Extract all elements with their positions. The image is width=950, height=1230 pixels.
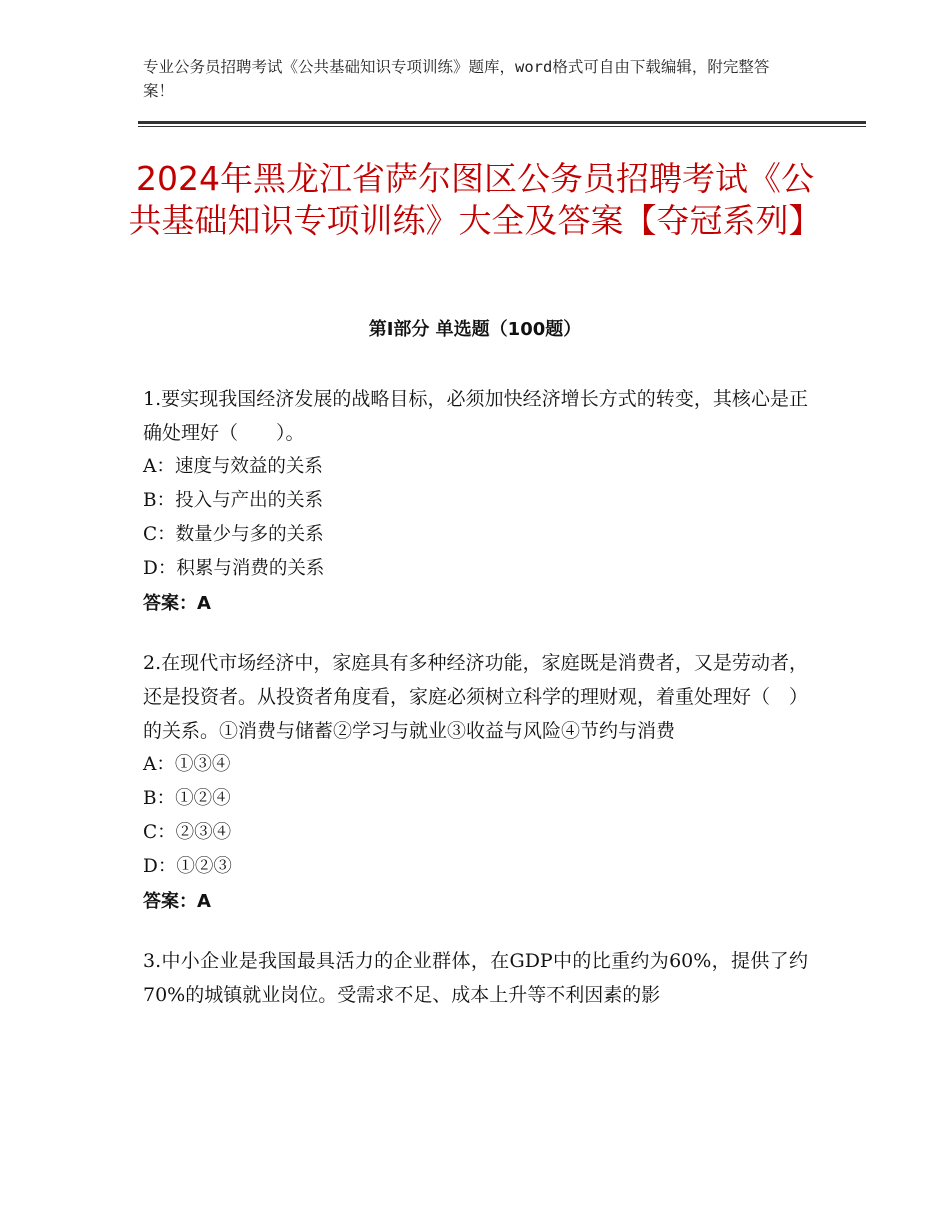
header-rule-thick	[138, 121, 866, 124]
section-title: 第Ⅰ部分 单选题（100题）	[368, 319, 582, 340]
option-b: B：①②④	[143, 788, 231, 809]
header-note: 专业公务员招聘考试《公共基础知识专项训练》题库，word格式可自由下载编辑，附完整答案！	[143, 58, 770, 100]
question-3	[143, 944, 808, 1012]
option-d: D：积累与消费的关系	[143, 558, 325, 579]
question-list	[143, 382, 808, 1036]
header-rule-thin	[138, 126, 866, 127]
question-stem: 2.在现代市场经济中，家庭具有多种经济功能，家庭既是消费者，又是劳动者，还是投资者。从投资者角度看，家庭必须树立科学的理财观，着重处理好（ ）的关系。①消费与储蓄②学习与就业③收益与风险④节约与消费	[143, 652, 809, 742]
option-d: D：①②③	[143, 856, 232, 877]
document-title: 2024年黑龙江省萨尔图区公务员招聘考试《公共基础知识专项训练》大全及答案【夺冠系列】	[128, 159, 822, 240]
question-stem: 1.要实现我国经济发展的战略目标，必须加快经济增长方式的转变，其核心是正确处理好（ ）。	[143, 388, 808, 444]
option-b: B：投入与产出的关系	[143, 490, 324, 511]
option-c: C：数量少与多的关系	[143, 524, 324, 545]
option-a: A：①③④	[143, 754, 231, 775]
answer-line: 答案：A	[143, 891, 211, 912]
question-1	[143, 382, 808, 622]
question-stem: 3.中小企业是我国最具活力的企业群体，在GDP中的比重约为60%，提供了约70%的城镇就业岗位。受需求不足、成本上升等不利因素的影	[143, 950, 808, 1006]
option-a: A：速度与效益的关系	[143, 456, 323, 477]
question-2	[143, 646, 808, 920]
answer-line: 答案：A	[143, 593, 211, 614]
option-c: C：②③④	[143, 822, 232, 843]
